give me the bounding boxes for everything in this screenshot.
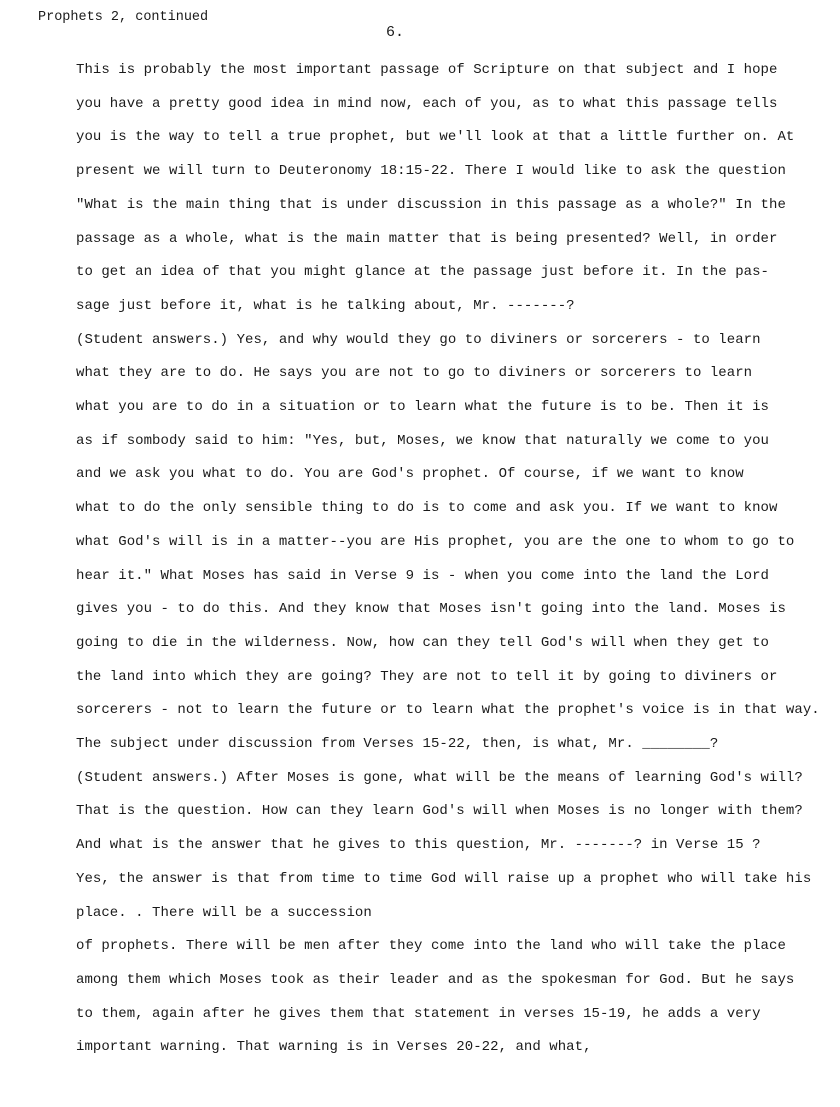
text-line: And what is the answer that he gives to this question, Mr. -------? in Verse 15 ? <box>76 837 761 853</box>
text-line: going to die in the wilderness. Now, how can they tell God's will when they get to <box>76 635 770 651</box>
text-line: present we will turn to Deuteronomy 18:15-22. There I would like to ask the question <box>76 163 786 179</box>
text-line: sage just before it, what is he talking about, Mr. -------? <box>76 298 575 314</box>
text-line: you is the way to tell a true prophet, but we'll look at that a little further on. At <box>76 129 795 145</box>
text-line: This is probably the most important passage of Scripture on that subject and I hope <box>76 62 778 78</box>
text-line: Yes, the answer is that from time to time God will raise up a prophet who will take his <box>76 871 812 887</box>
text-line: passage as a whole, what is the main matter that is being presented? Well, in order <box>76 231 778 247</box>
text-line: important warning. That warning is in Verses 20-22, and what, <box>76 1039 592 1055</box>
text-line: "What is the main thing that is under discussion in this passage as a whole?" In the <box>76 197 786 213</box>
text-line: what God's will is in a matter--you are His prophet, you are the one to whom to go to <box>76 534 795 550</box>
page-number: 6. <box>386 24 405 41</box>
text-line: what they are to do. He says you are not to go to diviners or sorcerers to learn <box>76 365 753 381</box>
text-line: to get an idea of that you might glance at the passage just before it. In the pas- <box>76 264 770 280</box>
text-line: as if sombody said to him: "Yes, but, Moses, we know that naturally we come to you <box>76 433 770 449</box>
text-line: and we ask you what to do. You are God's prophet. Of course, if we want to know <box>76 466 744 482</box>
text-line: to them, again after he gives them that statement in verses 15-19, he adds a very <box>76 1006 761 1022</box>
text-line: (Student answers.) After Moses is gone, what will be the means of learning God's will? <box>76 770 803 786</box>
text-line: of prophets. There will be men after they come into the land who will take the place <box>76 938 786 954</box>
text-line: The subject under discussion from Verses 15-22, then, is what, Mr. ________? <box>76 736 719 752</box>
text-line: what you are to do in a situation or to learn what the future is to be. Then it is <box>76 399 770 415</box>
text-line: you have a pretty good idea in mind now, each of you, as to what this passage tells <box>76 96 778 112</box>
text-line: place. . There will be a succession <box>76 905 372 921</box>
text-line: gives you - to do this. And they know that Moses isn't going into the land. Moses is <box>76 601 786 617</box>
text-line: what to do the only sensible thing to do is to come and ask you. If we want to know <box>76 500 778 516</box>
text-line: hear it." What Moses has said in Verse 9 is - when you come into the land the Lord <box>76 568 770 584</box>
text-line: sorcerers - not to learn the future or to learn what the prophet's voice is in that way. <box>76 702 820 718</box>
text-line: among them which Moses took as their leader and as the spokesman for God. But he says <box>76 972 795 988</box>
text-line: That is the question. How can they learn God's will when Moses is no longer with them? <box>76 803 803 819</box>
running-header: Prophets 2, continued <box>38 10 209 25</box>
text-line: (Student answers.) Yes, and why would they go to diviners or sorcerers - to learn <box>76 332 761 348</box>
text-line: the land into which they are going? They are not to tell it by going to diviners or <box>76 669 778 685</box>
